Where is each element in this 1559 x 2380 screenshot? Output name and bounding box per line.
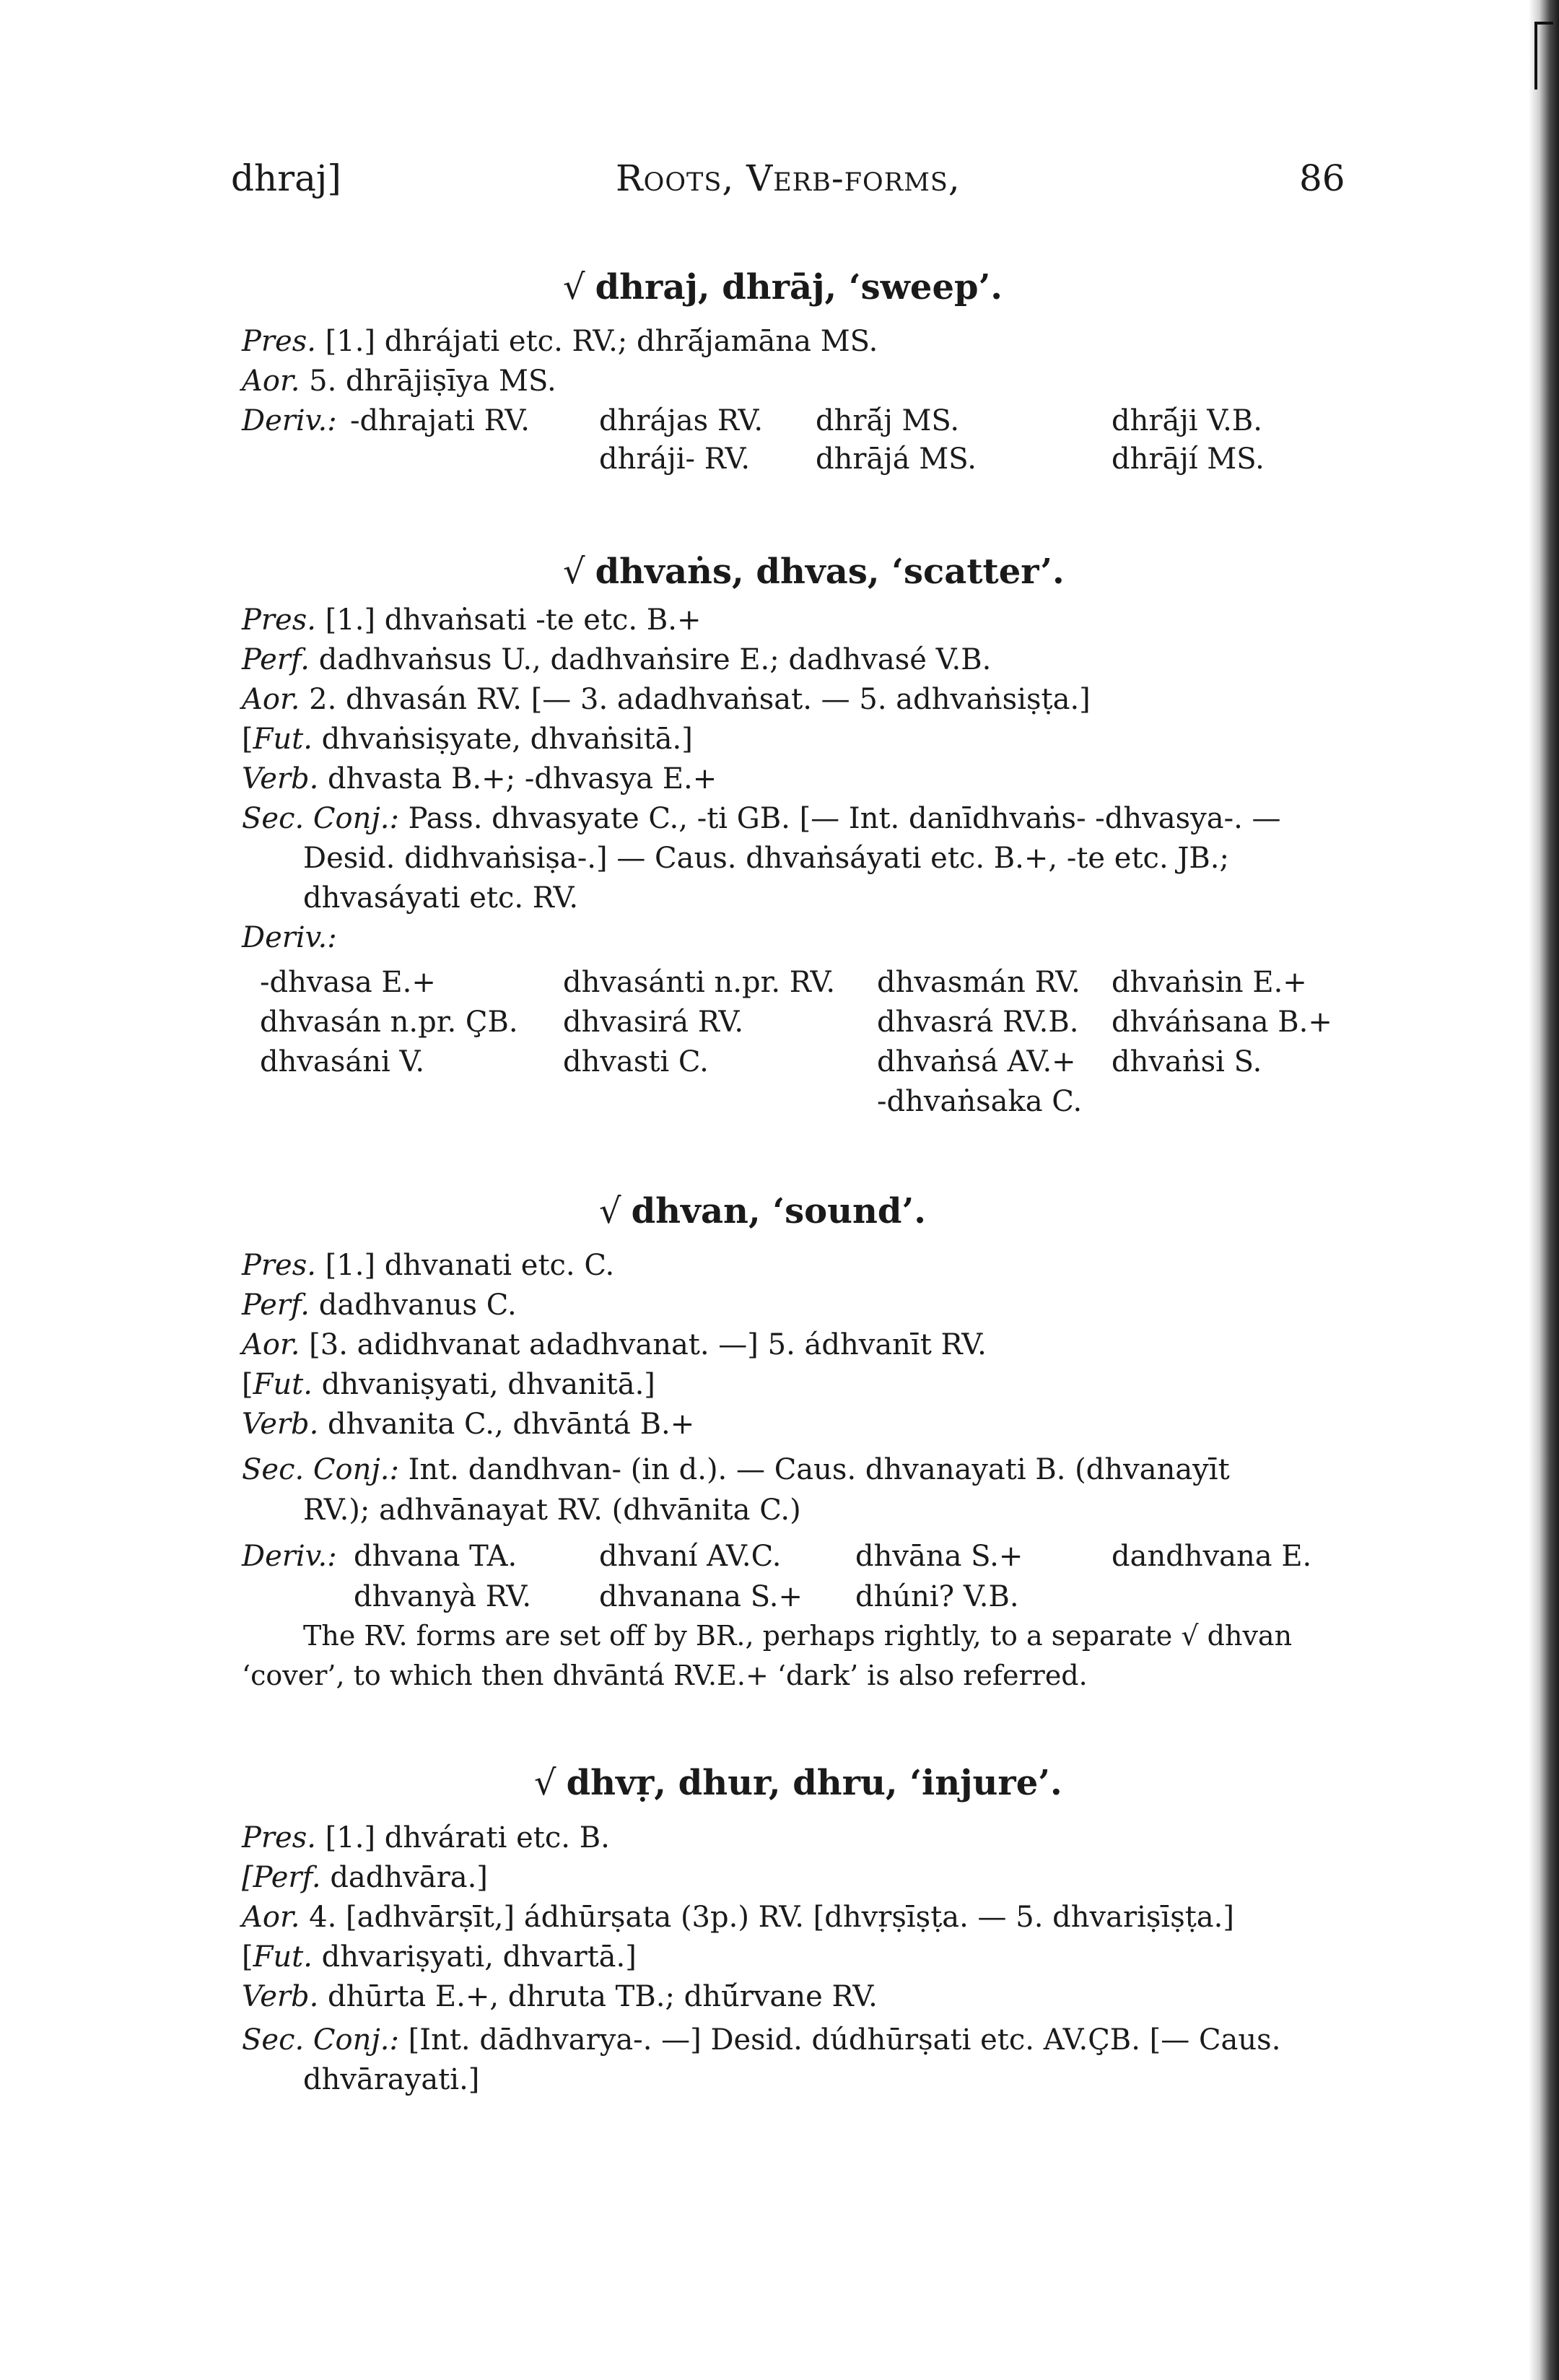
dhvan-deriv-label	[242, 1538, 337, 1575]
text: dhvasta B.+; -dhvasya E.+	[328, 762, 717, 795]
dhvan-note-line: ‘cover’, to which then dhvāntá RV.E.+ ‘dark’ is also referred.	[242, 1660, 1088, 1691]
dhvan-deriv-item: dhúni? V.B.	[855, 1580, 1019, 1613]
label: Pres.	[242, 1249, 316, 1282]
label: Aor.	[242, 365, 300, 398]
root-sign-icon: √	[563, 267, 585, 308]
heading-text: dhvṛ, dhur, dhru, ‘injure’.	[566, 1763, 1062, 1803]
text: dhvariṣyati, dhvartā.]	[321, 1940, 637, 1974]
dhraj-pres-line	[242, 323, 878, 360]
dhraj-deriv-item: dhrā́ji V.B.	[1112, 404, 1262, 437]
label: Sec. Conj.:	[242, 1453, 399, 1486]
dhvans-deriv-item: dhvaṅsá AV.+	[877, 1045, 1076, 1078]
dhvans-secconj-cont: Desid. didhvaṅsiṣa-.] — Caus. dhvaṅsáyati etc. B.+, -te etc. JB.;	[303, 842, 1229, 875]
label: Sec. Conj.:	[242, 2023, 399, 2057]
text: dadhvāra.]	[330, 1861, 488, 1894]
dhvans-aor-line	[242, 681, 1091, 718]
root-sign-icon: √	[534, 1763, 556, 1803]
dhvan-deriv-item: dhvaní AV.C.	[599, 1540, 782, 1573]
label: Verb.	[242, 1980, 319, 2013]
header-left: dhraj]	[231, 157, 341, 199]
label: Perf.	[242, 1289, 310, 1322]
label: Deriv.:	[242, 921, 337, 954]
root-sign-icon: √	[599, 1191, 621, 1232]
dhvans-deriv-item: dhvasáni V.	[260, 1045, 425, 1078]
dhvans-deriv-item: dhvasmán RV.	[877, 966, 1080, 999]
dhvans-deriv-item: dhvaṅsi S.	[1112, 1045, 1262, 1078]
label: Fut.	[253, 1368, 313, 1401]
dhvan-deriv-item: dhvanyà RV.	[354, 1580, 532, 1613]
dhvans-deriv-item: dhvasán n.pr. ÇB.	[260, 1006, 518, 1039]
entry-heading-dhvans	[563, 550, 1065, 593]
text: dhūrta E.+, dhruta TB.; dhū́rvane RV.	[328, 1980, 878, 2013]
dhvans-deriv-item: dhvasrá RV.B.	[877, 1006, 1079, 1039]
dhvans-secconj-cont: dhvasáyati etc. RV.	[303, 881, 579, 915]
root-sign-icon: √	[563, 552, 585, 592]
dhvan-pres-line	[242, 1247, 614, 1284]
text: 2. dhvasán RV. [— 3. adadhvaṅsat. — 5. adhvaṅsiṣṭa.]	[309, 683, 1091, 716]
dhvans-verb-line	[242, 760, 717, 798]
entry-heading-dhraj	[563, 266, 1003, 309]
dhvr-perf-line	[242, 1859, 488, 1896]
text: dadhvanus C.	[318, 1289, 517, 1322]
label: Perf.	[242, 643, 310, 676]
text: dhvanita C., dhvāntá B.+	[328, 1408, 695, 1441]
page-number: 86	[1299, 157, 1345, 199]
text: Pass. dhvasyate C., -ti GB. [— Int. danīdhvaṅs- -dhvasya-. —	[408, 802, 1281, 835]
dhvans-fut-line: [Fut. dhvaṅsiṣyate, dhvaṅsitā.]	[242, 723, 693, 756]
dhvr-pres-line	[242, 1819, 610, 1857]
dhvans-pres-line	[242, 601, 701, 639]
dhvr-verb-line	[242, 1978, 878, 2015]
label: Aor.	[242, 683, 300, 716]
text: [1.] dhrájati etc. RV.; dhrā́jamāna MS.	[325, 325, 878, 358]
text: dhvaniṣyati, dhvanitā.]	[321, 1368, 655, 1401]
text: Int. dandhvan- (in d.). — Caus. dhvanayati B. (dhvanayīt	[408, 1453, 1230, 1486]
dhvans-deriv-item: -dhvaṅsaka C.	[877, 1085, 1083, 1118]
dhvan-deriv-item: dandhvana E.	[1112, 1540, 1312, 1573]
dhvr-fut-line: [Fut. dhvariṣyati, dhvartā.]	[242, 1940, 637, 1974]
dhvan-note-line: The RV. forms are set off by BR., perhaps rightly, to a separate √ dhvan	[303, 1620, 1293, 1652]
dhvan-fut-line: [Fut. dhvaniṣyati, dhvanitā.]	[242, 1368, 655, 1401]
dhvans-deriv-item: dhvasirá RV.	[563, 1006, 744, 1039]
text: 4. [adhvārṣīt,] ádhūrṣata (3p.) RV. [dhvṛṣīṣṭa. — 5. dhvariṣīṣṭa.]	[309, 1901, 1234, 1934]
dhraj-deriv-label	[242, 402, 337, 440]
dhvans-deriv-item: -dhvasa E.+	[260, 966, 436, 999]
label: Pres.	[242, 1821, 316, 1854]
dhvans-deriv-label	[242, 919, 337, 956]
dhvr-secconj-cont: dhvārayati.]	[303, 2063, 480, 2096]
text: [3. adidhvanat adadhvanat. —] 5. ádhvanīt RV.	[309, 1328, 987, 1361]
label: Deriv.:	[242, 1540, 337, 1573]
dhvans-deriv-item: dhváṅsana B.+	[1112, 1006, 1332, 1039]
dhvan-secconj-cont: RV.); adhvānayat RV. (dhvānita C.)	[303, 1494, 801, 1527]
dhvans-perf-line	[242, 641, 991, 679]
dhvan-perf-line	[242, 1286, 517, 1324]
label: Verb.	[242, 1408, 319, 1441]
heading-text: dhvan, ‘sound’.	[631, 1191, 926, 1232]
text: [Int. dādhvarya-. —] Desid. dúdhūrṣati etc. AV.ÇB. [— Caus.	[408, 2023, 1281, 2057]
dhvan-verb-line	[242, 1405, 694, 1443]
label: Fut.	[253, 723, 313, 756]
dhraj-aor-line	[242, 362, 556, 400]
dhvan-deriv-item: dhvana TA.	[354, 1540, 518, 1573]
label: Aor.	[242, 1901, 300, 1934]
text: dadhvaṅsus U., dadhvaṅsire E.; dadhvasé V.B.	[318, 643, 992, 676]
dhraj-deriv-item: -dhrajati RV.	[350, 404, 530, 437]
page-edge-shadow	[1529, 0, 1559, 2380]
dhvan-aor-line	[242, 1326, 987, 1364]
text: [1.] dhvanati etc. C.	[325, 1249, 615, 1282]
label: Pres.	[242, 603, 316, 637]
text: 5. dhrājiṣīya MS.	[309, 365, 556, 398]
label: [Perf.	[242, 1861, 321, 1894]
page-edge-mark	[1534, 22, 1553, 90]
dhraj-deriv-item: dhrā́j MS.	[816, 404, 960, 437]
dhvans-deriv-item: dhvasti C.	[563, 1045, 709, 1078]
header-center: Roots, Verb-forms,	[616, 157, 961, 199]
entry-heading-dhvr	[534, 1761, 1062, 1805]
text: [1.] dhvaṅsati -te etc. B.+	[325, 603, 702, 637]
label: Deriv.:	[242, 404, 337, 437]
text: dhvaṅsiṣyate, dhvaṅsitā.]	[321, 723, 693, 756]
dhvan-deriv-item: dhvanana S.+	[599, 1580, 803, 1613]
label: Sec. Conj.:	[242, 802, 399, 835]
dhraj-deriv-item: dhrājá MS.	[816, 443, 977, 476]
dhvr-secconj-line	[242, 2021, 1280, 2059]
dhvans-secconj-line	[242, 800, 1281, 837]
dhvans-deriv-item: dhvasánti n.pr. RV.	[563, 966, 836, 999]
dhvan-deriv-item: dhvāna S.+	[855, 1540, 1023, 1573]
dhvr-aor-line	[242, 1899, 1234, 1936]
label: Aor.	[242, 1328, 300, 1361]
dhraj-deriv-item: dhrájas RV.	[599, 404, 764, 437]
heading-text: dhraj, dhrāj, ‘sweep’.	[595, 267, 1003, 308]
label: Verb.	[242, 762, 319, 795]
text: [1.] dhvárati etc. B.	[325, 1821, 610, 1854]
label: Fut.	[253, 1940, 313, 1974]
dhraj-deriv-item: dhráji- RV.	[599, 443, 751, 476]
dhvans-deriv-item: dhvaṅsin E.+	[1112, 966, 1307, 999]
dhraj-deriv-item: dhrājí MS.	[1112, 443, 1265, 476]
heading-text: dhvaṅs, dhvas, ‘scatter’.	[595, 552, 1065, 592]
entry-heading-dhvan	[599, 1190, 926, 1233]
label: Pres.	[242, 325, 316, 358]
dhvan-secconj-line	[242, 1451, 1230, 1488]
